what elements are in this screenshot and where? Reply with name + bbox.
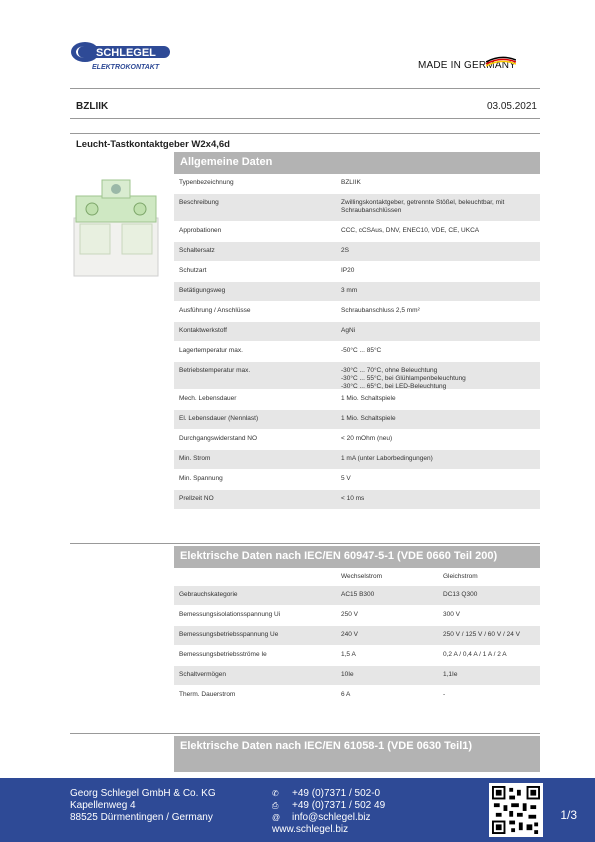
general-row-value: -30°C ... 70°C, ohne Beleuchtung -30°C ... 55°C, bei Glühlampenbeleuchtung -30°C ... 65°C, bei LED-Beleuchtung [341,367,466,390]
footer-city: 88525 Dürmentingen / Germany [70,812,213,823]
general-row-label: Betätigungsweg [179,287,226,294]
electrical-60947-table [174,568,540,706]
footer-address [70,788,216,824]
electrical-row-dc: DC13 Q300 [443,591,478,598]
general-row-value: BZLIIK [341,179,361,186]
general-row-label: Ausführung / Anschlüsse [179,307,251,314]
section-general-title: Allgemeine Daten [174,152,540,174]
electrical-row-ac: 10Ie [341,671,354,678]
electrical-row-label: Bemessungsbetriebsströme Ie [179,651,267,658]
footer-contact [272,788,385,836]
germany-flag-swoosh [486,56,516,68]
email-icon: @ [272,813,281,822]
general-row [174,302,540,322]
general-row-label: Approbationen [179,227,222,234]
general-row [174,262,540,282]
electrical-row-ac: 240 V [341,631,358,638]
general-row-label: Min. Strom [179,455,211,462]
general-row-value: Schraubanschluss 2,5 mm² [341,307,420,314]
general-row [174,470,540,490]
footer-company: Georg Schlegel GmbH & Co. KG [70,788,216,799]
electrical-row-label: Gebrauchskategorie [179,591,238,598]
electrical-row-ac: 250 V [341,611,358,618]
general-row-value: 1 mA (unter Laborbedingungen) [341,455,433,462]
general-row-label: Kontaktwerkstoff [179,327,227,334]
general-row [174,430,540,450]
general-row-label: Lagertemperatur max. [179,347,243,354]
electrical-row-dc: 0,2 A / 0,4 A / 1 A / 2 A [443,651,507,658]
schlegel-logo [70,40,180,72]
footer-web[interactable]: www.schlegel.biz [272,824,349,835]
electrical-row-label: Bemessungsisolationsspannung Ui [179,611,281,618]
general-row-value: Zwillingskontaktgeber, getrennte Stößel, beleuchtbar, mit Schraubanschlüssen [341,199,505,214]
general-row-label: Schutzart [179,267,207,274]
electrical-row-label: Therm. Dauerstrom [179,691,236,698]
electrical-row-label: Bemessungsbetriebsspannung Ue [179,631,279,638]
svg-text:ELEKTROKONTAKT: ELEKTROKONTAKT [92,64,160,71]
electrical-row-dc: 250 V / 125 V / 60 V / 24 V [443,631,520,638]
qr-code[interactable] [489,783,543,837]
general-row-value: 1 Mio. Schaltspiele [341,415,396,422]
general-row [174,194,540,222]
general-row [174,282,540,302]
general-row-value: CCC, cCSAus, DNV, ENEC10, VDE, CE, UKCA [341,227,480,234]
electrical-row [174,686,540,706]
general-row-label: Durchgangswiderstand NO [179,435,258,442]
header-divider-bottom [70,118,540,119]
general-row-value: 1 Mio. Schaltspiele [341,395,396,402]
general-row-value: 2S [341,247,349,254]
electrical-row [174,646,540,666]
electrical-row-dc: - [443,691,446,698]
general-row [174,390,540,410]
footer-street: Kapellenweg 4 [70,800,136,811]
section-divider-electrical2 [70,733,540,734]
footer-email[interactable]: info@schlegel.biz [292,812,371,823]
general-row [174,450,540,470]
electrical-row [174,666,540,686]
general-row-value: AgNi [341,327,356,334]
header-divider-top [70,88,540,89]
general-row-value: 3 mm [341,287,358,294]
svg-text:SCHLEGEL: SCHLEGEL [96,47,156,59]
product-divider [70,133,540,134]
electrical-row [174,606,540,626]
general-row-value: < 10 ms [341,495,365,502]
electrical-row-ac: AC15 B300 [341,591,375,598]
section-electrical-60947-title: Elektrische Daten nach IEC/EN 60947-5-1 (VDE 0660 Teil 200) [174,546,540,568]
fax-icon: ⎙ [272,801,279,810]
general-row-value: -50°C ... 85°C [341,347,382,354]
electrical-row-dc: 1,1Ie [443,671,458,678]
electrical-row-label: Schaltvermögen [179,671,226,678]
general-row [174,174,540,194]
footer-phone[interactable]: +49 (0)7371 / 502-0 [292,788,381,799]
document-date: 03.05.2021 [486,101,537,112]
made-in-germany-label: MADE IN GERMANY [417,60,516,71]
footer-fax: +49 (0)7371 / 502 49 [292,800,386,811]
product-title: Leucht-Tastkontaktgeber W2x4,6d [76,139,230,150]
page-number: 1/3 [560,808,577,822]
section-electrical-61058-title: Elektrische Daten nach IEC/EN 61058-1 (VDE 0630 Teil1) [174,736,540,772]
electrical-row-ac: 6 A [341,691,351,698]
general-row [174,242,540,262]
electrical-row-ac: 1,5 A [341,651,356,658]
electrical-row-dc: 300 V [443,611,460,618]
general-row [174,222,540,242]
section-divider-electrical1 [70,543,540,544]
general-row-label: El. Lebensdauer (Nennlast) [179,415,259,422]
electrical-row [174,626,540,646]
phone-icon: ✆ [272,789,279,798]
general-row-label: Min. Spannung [179,475,223,482]
general-row [174,490,540,510]
general-row [174,410,540,430]
general-row-label: Mech. Lebensdauer [179,395,237,402]
general-row-value: 5 V [341,475,351,482]
general-row-label: Prellzeit NO [179,495,214,502]
general-data-table [174,174,540,510]
electrical-row [174,586,540,606]
product-image [72,178,160,278]
general-row [174,322,540,342]
general-row-label: Betriebstemperatur max. [179,367,251,374]
general-row-label: Typenbezeichnung [179,179,234,186]
general-row [174,342,540,362]
document-id: BZLIIK [76,101,109,112]
general-row-value: IP20 [341,267,355,274]
column-header-dc: Gleichstrom [443,573,478,580]
general-row-label: Beschreibung [179,199,219,206]
general-row [174,362,540,390]
general-row-label: Schaltersatz [179,247,215,254]
general-row-value: < 20 mOhm (neu) [341,435,393,442]
column-header-ac: Wechselstrom [341,573,383,580]
